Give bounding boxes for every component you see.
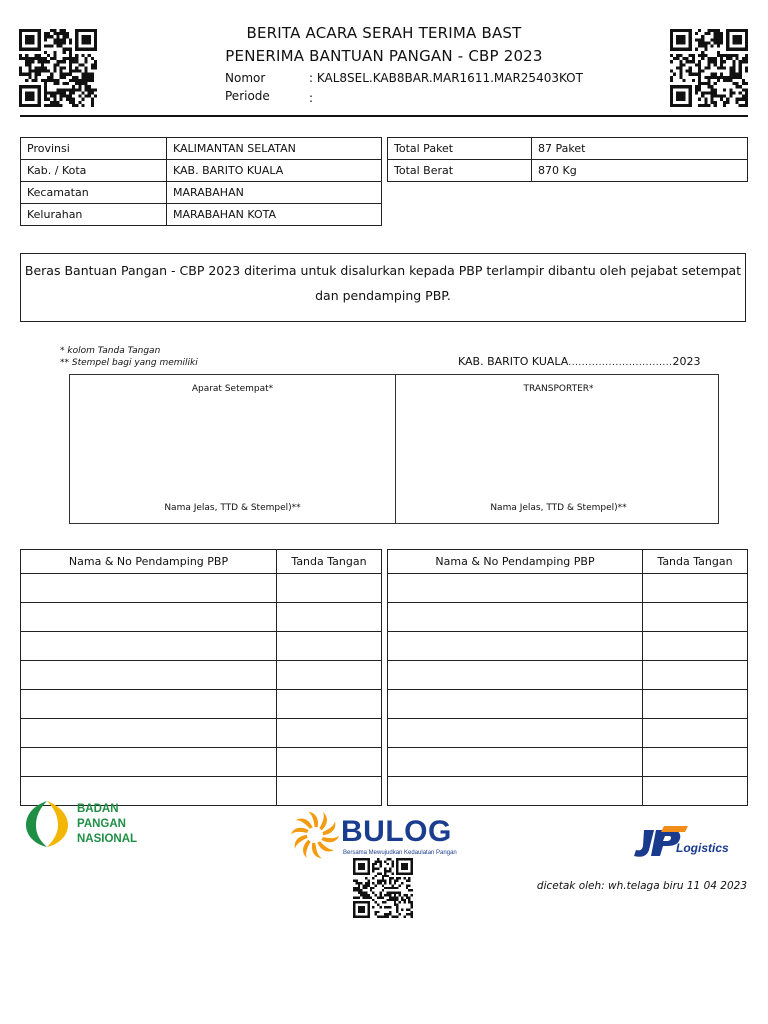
- signature-aparat: [70, 375, 395, 523]
- statement-line1: Beras Bantuan Pangan - CBP 2023 diterima untuk disalurkan kepada PBP terlampir dibantu oleh pejabat setempat: [24, 263, 742, 278]
- pendamping-name-cell: [21, 719, 277, 748]
- pendamping-row: [21, 719, 382, 748]
- document-title-line1: BERITA ACARA SERAH TERIMA BAST: [246, 24, 522, 42]
- pendamping-name-cell: [388, 574, 643, 603]
- qr-code-center-graphic: [353, 858, 413, 918]
- header-divider: [20, 115, 748, 117]
- signature-aparat-footer: Nama Jelas, TTD & Stempel)**: [164, 503, 301, 513]
- place-date: [458, 355, 701, 368]
- totals-value: 870 Kg: [532, 160, 748, 182]
- pendamping-sign-cell: [277, 574, 382, 603]
- bulog-sun-icon: [290, 810, 340, 860]
- location-label: Kecamatan: [21, 182, 167, 204]
- pendamping-row: [388, 603, 748, 632]
- qr-code-center: [353, 858, 413, 918]
- location-label: Provinsi: [21, 138, 167, 160]
- pendamping-row: [21, 777, 382, 806]
- statement-line2: dan pendamping PBP.: [315, 288, 451, 303]
- pendamping-row: [388, 719, 748, 748]
- location-value: MARABAHAN KOTA: [167, 204, 382, 226]
- location-row-kelurahan: [21, 204, 382, 226]
- totals-label: Total Paket: [388, 138, 532, 160]
- pendamping-sign-cell: [277, 690, 382, 719]
- pendamping-sign-cell: [277, 777, 382, 806]
- pendamping-name-cell: [388, 748, 643, 777]
- pendamping-name-cell: [388, 632, 643, 661]
- jp-logistics-wordmark: Logistics: [676, 841, 729, 855]
- note-signature: * kolom Tanda Tangan: [60, 346, 161, 356]
- pendamping-row: [388, 777, 748, 806]
- location-value: MARABAHAN: [167, 182, 382, 204]
- location-table: [20, 137, 382, 226]
- pendamping-sign-cell: [643, 603, 748, 632]
- nomor-label: Nomor: [225, 71, 266, 85]
- pendamping-sign-cell: [643, 777, 748, 806]
- periode-label: Periode: [225, 89, 270, 103]
- bpn-line2: PANGAN: [77, 818, 126, 830]
- signature-box: [69, 374, 719, 524]
- totals-row-paket: [388, 138, 748, 160]
- location-label: Kelurahan: [21, 204, 167, 226]
- pendamping-name-cell: [388, 661, 643, 690]
- note-stamp: ** Stempel bagi yang memiliki: [60, 358, 198, 368]
- pendamping-sign-cell: [643, 748, 748, 777]
- pendamping-name-cell: [388, 690, 643, 719]
- pendamping-sign-cell: [643, 661, 748, 690]
- date-dots: ...............................: [568, 358, 673, 368]
- date-year: 2023: [672, 355, 701, 368]
- pendamping-name-cell: [21, 603, 277, 632]
- pendamping-row: [388, 690, 748, 719]
- bpn-emblem-icon: [22, 798, 72, 850]
- bulog-wordmark: BULOG: [341, 815, 452, 848]
- pendamping-row: [388, 632, 748, 661]
- pendamping-row: [21, 661, 382, 690]
- pendamping-name-cell: [21, 661, 277, 690]
- bpn-logo-text: [77, 802, 137, 847]
- signature-transporter-title: TRANSPORTER*: [523, 384, 594, 394]
- pendamping-row: [21, 574, 382, 603]
- pendamping-sign-cell: [643, 632, 748, 661]
- bpn-line3: NASIONAL: [77, 833, 138, 845]
- bpn-logo: [22, 798, 72, 850]
- pendamping-row: [21, 748, 382, 777]
- signature-aparat-title: Aparat Setempat*: [191, 384, 274, 394]
- periode-value: :: [309, 91, 314, 105]
- pendamping-row: [21, 603, 382, 632]
- pendamping-name-cell: [21, 748, 277, 777]
- pendamping-col-name: Nama & No Pendamping PBP: [388, 550, 643, 574]
- pendamping-name-cell: [21, 632, 277, 661]
- pendamping-table-right: [387, 549, 748, 806]
- totals-table: [387, 137, 748, 182]
- place-name: KAB. BARITO KUALA: [458, 355, 569, 368]
- pendamping-sign-cell: [277, 603, 382, 632]
- pendamping-sign-cell: [643, 574, 748, 603]
- document-title-line2: PENERIMA BANTUAN PANGAN - CBP 2023: [225, 47, 543, 65]
- signature-transporter-footer: Nama Jelas, TTD & Stempel)**: [490, 503, 627, 513]
- pendamping-sign-cell: [643, 719, 748, 748]
- pendamping-sign-cell: [643, 690, 748, 719]
- pendamping-row: [388, 661, 748, 690]
- pendamping-name-cell: [21, 574, 277, 603]
- pendamping-sign-cell: [277, 632, 382, 661]
- location-value: KALIMANTAN SELATAN: [167, 138, 382, 160]
- pendamping-table-left: [20, 549, 382, 806]
- pendamping-name-cell: [388, 603, 643, 632]
- location-row-kecamatan: [21, 182, 382, 204]
- totals-label: Total Berat: [388, 160, 532, 182]
- pendamping-row: [21, 632, 382, 661]
- nomor-value: : KAL8SEL.KAB8BAR.MAR1611.MAR25403KOT: [309, 71, 583, 85]
- pendamping-sign-cell: [277, 748, 382, 777]
- pendamping-row: [21, 690, 382, 719]
- location-value: KAB. BARITO KUALA: [167, 160, 382, 182]
- printed-by: dicetak oleh: wh.telaga biru 11 04 2023: [536, 880, 747, 892]
- location-row-provinsi: [21, 138, 382, 160]
- pendamping-col-sign: Tanda Tangan: [643, 550, 748, 574]
- pendamping-col-sign: Tanda Tangan: [277, 550, 382, 574]
- location-row-kabkota: [21, 160, 382, 182]
- bpn-line1: BADAN: [77, 803, 119, 815]
- pendamping-name-cell: [388, 777, 643, 806]
- pendamping-name-cell: [388, 719, 643, 748]
- location-label: Kab. / Kota: [21, 160, 167, 182]
- pendamping-name-cell: [21, 690, 277, 719]
- pendamping-sign-cell: [277, 719, 382, 748]
- totals-row-berat: [388, 160, 748, 182]
- signature-transporter: [395, 375, 721, 523]
- statement-box: [20, 253, 746, 322]
- pendamping-row: [388, 574, 748, 603]
- pendamping-row: [388, 748, 748, 777]
- pendamping-col-name: Nama & No Pendamping PBP: [21, 550, 277, 574]
- totals-value: 87 Paket: [532, 138, 748, 160]
- pendamping-sign-cell: [277, 661, 382, 690]
- pendamping-header: [21, 550, 382, 574]
- bulog-logo: [290, 810, 340, 860]
- pendamping-header: [388, 550, 748, 574]
- bulog-tagline: Bersama Mewujudkan Kedaulatan Pangan: [343, 850, 457, 856]
